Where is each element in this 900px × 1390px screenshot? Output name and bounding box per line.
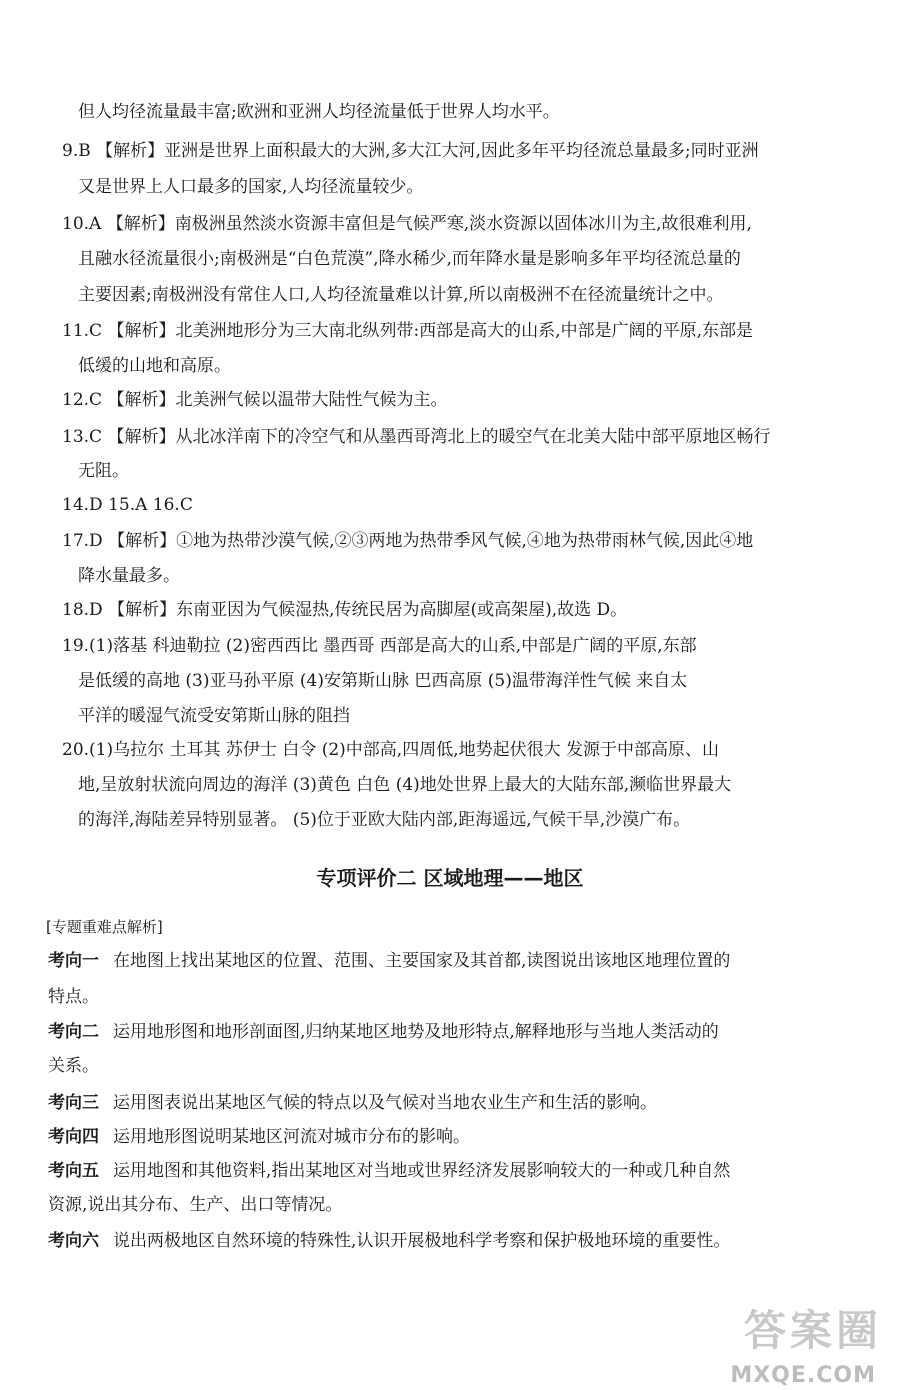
text-line: 平洋的暖湿气流受安第斯山脉的阻挡 [78, 706, 350, 726]
watermark-logo [702, 1298, 882, 1388]
kaoxiang-text: 运用图表说出某地区气候的特点以及气候对当地农业生产和生活的影响。 [113, 1093, 657, 1113]
section-title: 专项评价二 区域地理——地区 [316, 866, 584, 890]
kaoxiang-cont: 资源,说出其分布、生产、出口等情况。 [48, 1195, 343, 1215]
answer-19-line: 19.(1)落基 科迪勒拉 (2)密西西比 墨西哥 西部是高大的山系,中部是广阔的平原,东部 [62, 636, 697, 656]
watermark-url: MXQE.COM [730, 1363, 876, 1388]
kaoxiang-item [48, 1092, 842, 1114]
text-line: 的海洋,海陆差异特别显著。 (5)位于亚欧大陆内部,距海遥远,气候干旱,沙漠广布。 [78, 810, 691, 830]
text-line: 地,呈放射状流向周边的海洋 (3)黄色 白色 (4)地处世界上最大的大陆东部,濒临世界最大 [78, 775, 732, 795]
kaoxiang-item [48, 950, 842, 972]
answer-18-line: 18.D 【解析】东南亚因为气候湿热,传统民居为高脚屋(或高架屋),故选 D。 [62, 600, 628, 620]
kaoxiang-label: 考向六 [48, 1231, 99, 1251]
text-line: 且融水径流量很小;南极洲是“白色荒漠”,降水稀少,而年降水量是影响多年平均径流总量的 [78, 249, 741, 269]
kaoxiang-item [48, 1126, 842, 1148]
answer-20-line: 20.(1)乌拉尔 土耳其 苏伊士 白令 (2)中部高,四周低,地势起伏很大 发源于中部高原、山 [62, 740, 720, 760]
kaoxiang-label: 考向一 [48, 951, 99, 971]
kaoxiang-text: 运用地形图和地形剖面图,归纳某地区地势及地形特点,解释地形与当地人类活动的 [113, 1022, 719, 1042]
text-line: 低缓的山地和高原。 [78, 356, 231, 376]
kaoxiang-label: 考向四 [48, 1127, 99, 1147]
kaoxiang-text: 在地图上找出某地区的位置、范围、主要国家及其首都,读图说出该地区地理位置的 [113, 951, 731, 971]
answer-13-line: 13.C 【解析】从北冰洋南下的冷空气和从墨西哥湾北上的暖空气在北美大陆中部平原地区畅行 [62, 427, 771, 447]
answer-14-16-line: 14.D 15.A 16.C [62, 495, 193, 515]
watermark-main: 答案圈 [743, 1306, 882, 1355]
text-line: 但人均径流量最丰富;欧洲和亚洲人均径流量低于世界人均水平。 [78, 102, 560, 122]
kaoxiang-item [48, 1021, 842, 1043]
text-line: 无阻。 [78, 461, 129, 481]
kaoxiang-label: 考向二 [48, 1022, 99, 1042]
kaoxiang-item [48, 1160, 842, 1182]
answer-9-line: 9.B 【解析】亚洲是世界上面积最大的大洲,多大江大河,因此多年平均径流总量最多;同时亚洲 [62, 141, 759, 161]
kaoxiang-cont: 特点。 [48, 987, 99, 1007]
kaoxiang-cont: 关系。 [48, 1056, 99, 1076]
kaoxiang-text: 说出两极地区自然环境的特殊性,认识开展极地科学考察和保护极地环境的重要性。 [113, 1231, 731, 1251]
answer-10-line: 10.A 【解析】南极洲虽然淡水资源丰富但是气候严寒,淡水资源以固体冰川为主,故很难利用, [62, 214, 752, 234]
answer-17-line: 17.D 【解析】①地为热带沙漠气候,②③两地为热带季风气候,④地为热带雨林气候,因此④地 [62, 531, 754, 551]
kaoxiang-text: 运用地图和其他资料,指出某地区对当地或世界经济发展影响较大的一种或几种自然 [113, 1161, 731, 1181]
text-line: 降水量最多。 [78, 566, 180, 586]
kaoxiang-text: 运用地形图说明某地区河流对城市分布的影响。 [113, 1127, 470, 1147]
text-line: 主要因素;南极洲没有常住人口,人均径流量难以计算,所以南极洲不在径流量统计之中。 [78, 285, 724, 305]
answer-11-line: 11.C 【解析】北美洲地形分为三大南北纵列带:西部是高大的山系,中部是广阔的平原,东部是 [62, 321, 753, 341]
answer-12-line: 12.C 【解析】北美洲气候以温带大陆性气候为主。 [62, 390, 448, 410]
text-line: 又是世界上人口最多的国家,人均径流量较少。 [78, 177, 424, 197]
kaoxiang-item [48, 1230, 842, 1252]
section-label: [专题重难点解析] [46, 918, 163, 936]
kaoxiang-label: 考向五 [48, 1161, 99, 1181]
text-line: 是低缓的高地 (3)亚马孙平原 (4)安第斯山脉 巴西高原 (5)温带海洋性气候 来自太 [78, 671, 688, 691]
kaoxiang-label: 考向三 [48, 1093, 99, 1113]
